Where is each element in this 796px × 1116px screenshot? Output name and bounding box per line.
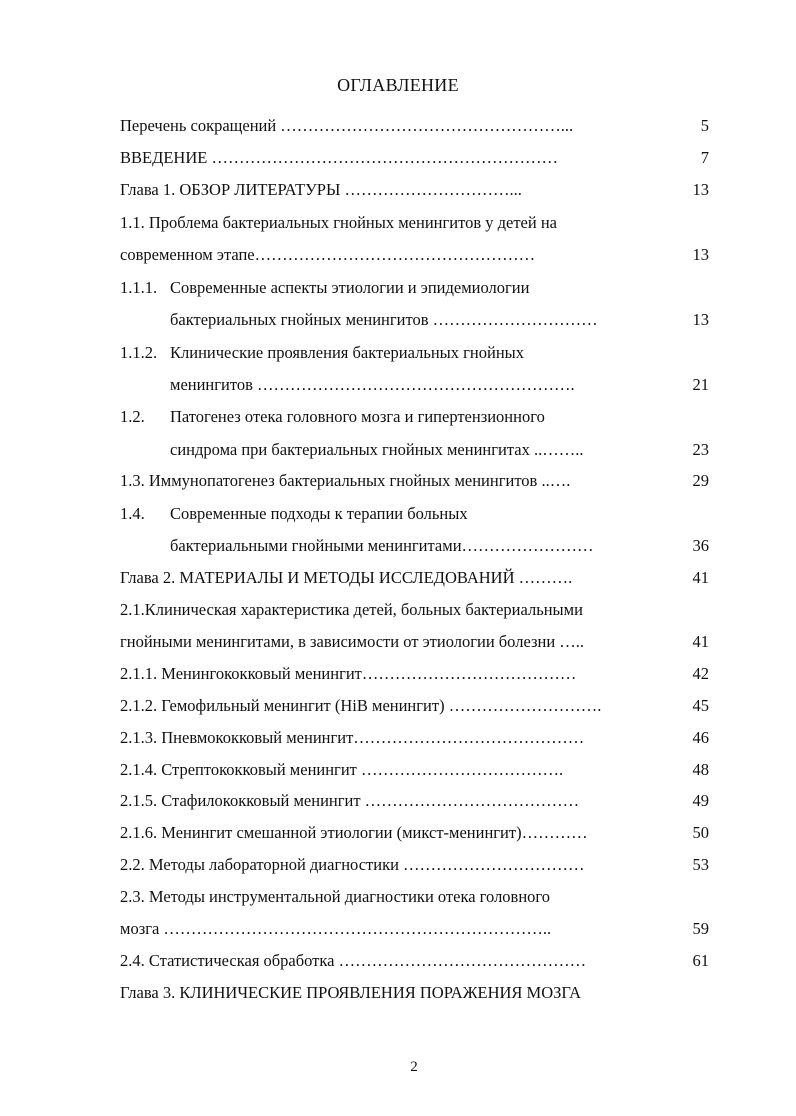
toc-page-number: 46 xyxy=(692,728,709,747)
toc-entry-text: 2.3. Методы инструментальной диагностики отека головного xyxy=(120,887,551,906)
toc-entry-number: 1.2. xyxy=(120,407,145,426)
toc-page-number: 13 xyxy=(692,180,709,199)
toc-entry-text: Глава 2. МАТЕРИАЛЫ И МЕТОДЫ ИССЛЕДОВАНИЙ ………. xyxy=(120,568,573,587)
toc-entry-number: 1.1.1. xyxy=(120,278,158,297)
toc-page-number: 13 xyxy=(692,245,709,264)
toc-entry-text: менингитов …………………………………………………. xyxy=(170,375,575,394)
toc-entry-text: 2.1.1. Менингококковый менингит………………………………… xyxy=(120,664,577,683)
toc-entry-text: Глава 3. КЛИНИЧЕСКИЕ ПРОЯВЛЕНИЯ ПОРАЖЕНИЯ МОЗГА xyxy=(120,983,582,1002)
toc-entry-text: мозга …………………………………………………………….. xyxy=(120,919,552,938)
toc-entry-text: 2.1.3. Пневмококковый менингит…………………………………… xyxy=(120,728,585,747)
toc-entry-text: 2.1.6. Менингит смешанной этиологии (микст-менингит)………… xyxy=(120,823,588,842)
toc-page-number: 7 xyxy=(700,148,709,167)
toc-entry-text: 2.1.5. Стафилококковый менингит ………………………………… xyxy=(120,791,580,810)
toc-page-number: 42 xyxy=(692,664,709,683)
toc-page-number: 41 xyxy=(692,568,709,587)
toc-entry-text: 2.2. Методы лабораторной диагностики …………………………… xyxy=(120,855,585,874)
toc-entry-number: 1.4. xyxy=(120,504,145,523)
toc-entry-text: синдрома при бактериальных гнойных менингитах ..…….. xyxy=(170,440,584,459)
toc-entry-text: 1.1. Проблема бактериальных гнойных менингитов у детей на xyxy=(120,213,557,232)
toc-entry-text: бактериальными гнойными менингитами…………………… xyxy=(170,536,594,555)
toc-entry-text: Патогенез отека головного мозга и гипертензионного xyxy=(170,407,545,426)
toc-page-number: 21 xyxy=(692,375,709,394)
toc-page-number: 48 xyxy=(692,760,709,779)
toc-page-number: 53 xyxy=(692,855,709,874)
toc-page-number: 59 xyxy=(692,919,709,938)
toc-page-number: 50 xyxy=(692,823,709,842)
toc-entry-text: бактериальных гнойных менингитов ………………………… xyxy=(170,310,598,329)
page-number: 2 xyxy=(410,1059,418,1075)
toc-page-number: 61 xyxy=(692,951,709,970)
toc-page-number: 23 xyxy=(692,440,709,459)
toc-entry-text: Глава 1. ОБЗОР ЛИТЕРАТУРЫ …………………………... xyxy=(120,180,522,199)
toc-page-number: 45 xyxy=(692,696,709,715)
toc-entry-text: современном этапе…………………………………………… xyxy=(120,245,536,264)
page-title: ОГЛАВЛЕНИЕ xyxy=(337,75,459,95)
toc-page-number: 49 xyxy=(692,791,709,810)
toc-page-number: 29 xyxy=(692,471,709,490)
toc-entry-text: Современные подходы к терапии больных xyxy=(170,504,468,523)
toc-entry-text: гнойными менингитами, в зависимости от этиологии болезни ….. xyxy=(120,632,585,651)
toc-entry-text: Клинические проявления бактериальных гнойных xyxy=(170,343,524,362)
toc-entry-text: Перечень сокращений ……………………………………………... xyxy=(120,116,574,135)
toc-entry-number: 1.1.2. xyxy=(120,343,158,362)
toc-entry-text: 2.4. Статистическая обработка ……………………………………… xyxy=(120,951,587,970)
toc-entry-text: 2.1.Клиническая характеристика детей, больных бактериальными xyxy=(120,600,583,619)
toc-entry-text: Современные аспекты этиологии и эпидемиологии xyxy=(170,278,530,297)
toc-entry-text: ВВЕДЕНИЕ ……………………………………………………… xyxy=(120,148,558,167)
toc-page-number: 36 xyxy=(692,536,709,555)
toc-page-number: 13 xyxy=(692,310,709,329)
toc-entry-text: 1.3. Иммунопатогенез бактериальных гнойных менингитов ..…. xyxy=(120,471,571,490)
toc-entry-text: 2.1.2. Гемофильный менингит (HiB менингит) ………………………. xyxy=(120,696,602,715)
toc-page-number: 5 xyxy=(700,116,709,135)
toc-entry-text: 2.1.4. Стрептококковый менингит ………………………………. xyxy=(120,760,564,779)
toc-page-number: 41 xyxy=(692,632,709,651)
